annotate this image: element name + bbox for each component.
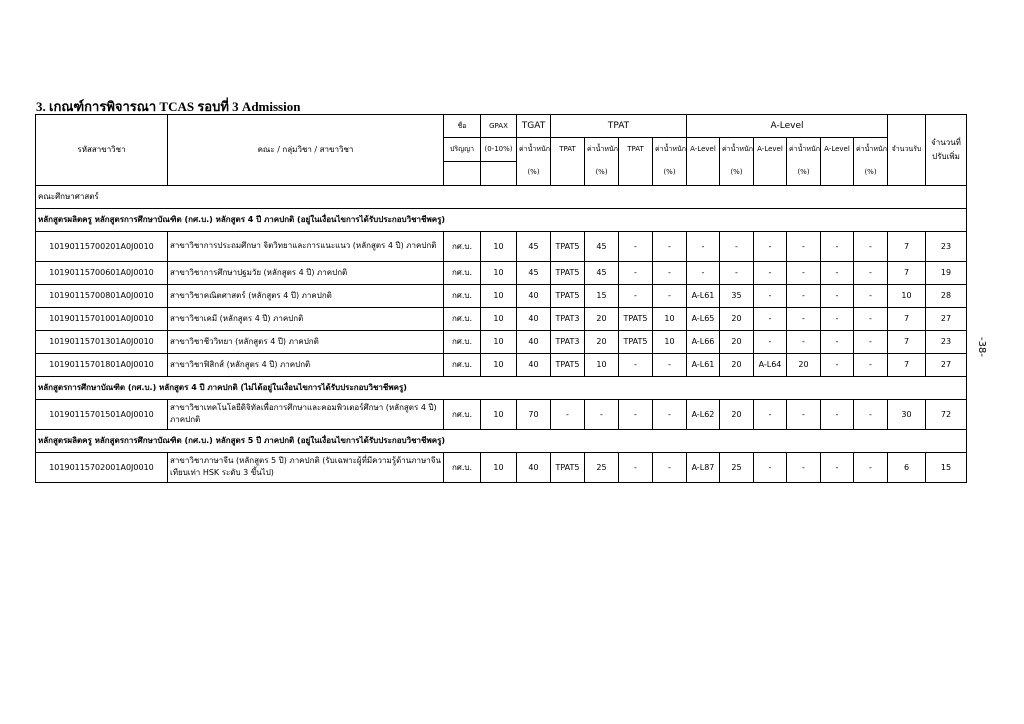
cell-alevel-subject-3: - [821, 231, 854, 261]
cell-tgat-weight: 40 [517, 284, 551, 307]
header-faculty: คณะ / กลุ่มวิชา / สาขาวิชา [168, 115, 444, 186]
cell-tpat-subject-2: - [619, 261, 653, 284]
cell-extra-seats: 19 [926, 261, 967, 284]
cell-program-name: สาขาวิชาคณิตศาสตร์ (หลักสูตร 4 ปี) ภาคปกติ [168, 284, 444, 307]
cell-tpat-subject-2: - [619, 452, 653, 482]
header-alevel-pct-3: (%) [854, 161, 888, 185]
cell-alevel-subject-2: - [754, 284, 787, 307]
cell-code: 10190115700201A0J0010 [36, 231, 168, 261]
cell-degree: กศ.บ. [444, 307, 481, 330]
cell-tpat-subject-2: - [619, 399, 653, 429]
cell-gpax: 10 [481, 452, 517, 482]
cell-program-name: สาขาวิชาเทคโนโลยีดิจิทัลเพื่อการศึกษาและคอมพิวเตอร์ศึกษา (หลักสูตร 4 ปี) ภาคปกติ [168, 399, 444, 429]
table-body [36, 185, 967, 482]
table-row [36, 330, 967, 353]
header-gpax-top: GPAX [481, 115, 517, 138]
table-row [36, 231, 967, 261]
cell-extra-seats: 28 [926, 284, 967, 307]
page-heading: 3. เกณฑ์การพิจารณา TCAS รอบที่ 3 Admission [36, 99, 301, 114]
cell-program-name: สาขาวิชาชีววิทยา (หลักสูตร 4 ปี) ภาคปกติ [168, 330, 444, 353]
cell-extra-seats: 23 [926, 231, 967, 261]
cell-tpat-subject-1: TPAT3 [551, 307, 585, 330]
cell-alevel-weight-1: 20 [720, 307, 754, 330]
header-code: รหัสสาขาวิชา [36, 115, 168, 186]
cell-alevel-subject-2: - [754, 452, 787, 482]
cell-alevel-subject-3: - [821, 353, 854, 376]
cell-alevel-subject-1: A-L61 [687, 353, 720, 376]
cell-alevel-subject-2: - [754, 307, 787, 330]
table-row [36, 307, 967, 330]
cell-gpax: 10 [481, 399, 517, 429]
cell-tpat-subject-1: - [551, 399, 585, 429]
header-seats: จำนวนรับ [888, 115, 926, 186]
cell-program-name: สาขาวิชาภาษาจีน (หลักสูตร 5 ปี) ภาคปกติ (รับเฉพาะผู้ที่มีความรู้ด้านภาษาจีน เทียบเท่า HSK ระดับ 3 ขึ้นไป) [168, 452, 444, 482]
header-tpat-pct-1: (%) [585, 161, 619, 185]
cell-extra-seats: 27 [926, 307, 967, 330]
header-alevel: A-Level [687, 115, 888, 138]
header-tpat-sub-2: TPAT [619, 138, 653, 162]
cell-alevel-weight-1: 20 [720, 330, 754, 353]
header-alevel-sub-1: A-Level [687, 138, 720, 162]
cell-alevel-subject-2: - [754, 330, 787, 353]
header-tpat-weight-1: ค่าน้ำหนัก [585, 138, 619, 162]
header-gpax-blank [481, 161, 517, 185]
header-degree-top: ชื่อ [444, 115, 481, 138]
table-row [36, 399, 967, 429]
cell-alevel-subject-1: - [687, 231, 720, 261]
cell-alevel-weight-2: 20 [787, 353, 821, 376]
header-gpax-bottom: (0-10%) [481, 138, 517, 162]
cell-degree: กศ.บ. [444, 353, 481, 376]
cell-tpat-subject-1: TPAT5 [551, 452, 585, 482]
cell-tpat-subject-1: TPAT5 [551, 353, 585, 376]
header-tgat-pct: (%) [517, 161, 551, 185]
cell-tpat-weight-1: 15 [585, 284, 619, 307]
cell-gpax: 10 [481, 330, 517, 353]
cell-seats: 10 [888, 284, 926, 307]
cell-alevel-weight-2: - [787, 452, 821, 482]
cell-alevel-subject-1: A-L61 [687, 284, 720, 307]
table-row [36, 353, 967, 376]
cell-program-name: สาขาวิชาการศึกษาปฐมวัย (หลักสูตร 4 ปี) ภาคปกติ [168, 261, 444, 284]
cell-gpax: 10 [481, 261, 517, 284]
cell-code: 10190115701501A0J0010 [36, 399, 168, 429]
cell-alevel-subject-3: - [821, 307, 854, 330]
cell-alevel-subject-3: - [821, 284, 854, 307]
cell-seats: 30 [888, 399, 926, 429]
cell-alevel-weight-1: 25 [720, 452, 754, 482]
header-alevel-weight-2: ค่าน้ำหนัก [787, 138, 821, 162]
cell-extra-seats: 72 [926, 399, 967, 429]
cell-tpat-weight-2: 10 [653, 330, 687, 353]
cell-alevel-weight-2: - [787, 231, 821, 261]
cell-alevel-weight-3: - [854, 231, 888, 261]
header-tpat-pct-2: (%) [653, 161, 687, 185]
cell-tgat-weight: 45 [517, 261, 551, 284]
cell-seats: 6 [888, 452, 926, 482]
cell-alevel-weight-1: 20 [720, 353, 754, 376]
header-alevel-sub-3: A-Level [821, 138, 854, 162]
cell-tpat-weight-2: - [653, 261, 687, 284]
table-row [36, 261, 967, 284]
cell-tpat-weight-2: - [653, 284, 687, 307]
cell-tgat-weight: 40 [517, 307, 551, 330]
header-tpat-sub-1: TPAT [551, 138, 585, 162]
header-tpat: TPAT [551, 115, 687, 138]
cell-tpat-weight-1: 20 [585, 307, 619, 330]
cell-alevel-weight-2: - [787, 330, 821, 353]
cell-alevel-subject-2: A-L64 [754, 353, 787, 376]
faculty-row: คณะศึกษาศาสตร์ [36, 185, 967, 208]
cell-tpat-subject-2: TPAT5 [619, 330, 653, 353]
cell-tpat-weight-1: 45 [585, 231, 619, 261]
cell-code: 10190115701301A0J0010 [36, 330, 168, 353]
header-tpat-weight-2: ค่าน้ำหนัก [653, 138, 687, 162]
header-alevel-blank-2 [754, 161, 787, 185]
cell-tpat-weight-2: - [653, 353, 687, 376]
cell-gpax: 10 [481, 284, 517, 307]
table-row [36, 452, 967, 482]
cell-tpat-subject-1: TPAT5 [551, 284, 585, 307]
cell-extra-seats: 15 [926, 452, 967, 482]
header-tgat: TGAT [517, 115, 551, 138]
section-title: หลักสูตรผลิตครู หลักสูตรการศึกษาบัณฑิต (กศ.บ.) หลักสูตร 4 ปี ภาคปกติ (อยู่ในเงื่อนไขการได้รับประกอบวิชาชีพครู) [36, 208, 967, 231]
cell-alevel-weight-1: - [720, 231, 754, 261]
cell-tgat-weight: 40 [517, 452, 551, 482]
cell-alevel-weight-3: - [854, 330, 888, 353]
cell-alevel-subject-1: A-L87 [687, 452, 720, 482]
cell-extra-seats: 23 [926, 330, 967, 353]
cell-gpax: 10 [481, 307, 517, 330]
cell-tpat-weight-2: - [653, 231, 687, 261]
cell-extra-seats: 27 [926, 353, 967, 376]
cell-degree: กศ.บ. [444, 330, 481, 353]
cell-tgat-weight: 45 [517, 231, 551, 261]
cell-tpat-subject-2: TPAT5 [619, 307, 653, 330]
cell-alevel-subject-1: - [687, 261, 720, 284]
table-row [36, 284, 967, 307]
cell-alevel-weight-3: - [854, 452, 888, 482]
section-title: หลักสูตรผลิตครู หลักสูตรการศึกษาบัณฑิต (กศ.บ.) หลักสูตร 5 ปี ภาคปกติ (อยู่ในเงื่อนไขการได้รับประกอบวิชาชีพครู) [36, 429, 967, 452]
cell-alevel-weight-1: - [720, 261, 754, 284]
cell-alevel-weight-3: - [854, 399, 888, 429]
cell-tpat-weight-1: 45 [585, 261, 619, 284]
cell-alevel-weight-1: 35 [720, 284, 754, 307]
cell-alevel-subject-2: - [754, 231, 787, 261]
cell-alevel-weight-1: 20 [720, 399, 754, 429]
header-alevel-sub-2: A-Level [754, 138, 787, 162]
cell-alevel-subject-1: A-L66 [687, 330, 720, 353]
cell-gpax: 10 [481, 353, 517, 376]
cell-tpat-weight-2: - [653, 399, 687, 429]
header-alevel-pct-1: (%) [720, 161, 754, 185]
header-tgat-weight: ค่าน้ำหนัก [517, 138, 551, 162]
cell-seats: 7 [888, 261, 926, 284]
header-tpat-blank-2 [619, 161, 653, 185]
header-degree-bottom: ปริญญา [444, 138, 481, 162]
cell-program-name: สาขาวิชาการประถมศึกษา จิตวิทยาและการแนะแนว (หลักสูตร 4 ปี) ภาคปกติ [168, 231, 444, 261]
cell-seats: 7 [888, 330, 926, 353]
header-alevel-weight-1: ค่าน้ำหนัก [720, 138, 754, 162]
cell-code: 10190115701801A0J0010 [36, 353, 168, 376]
cell-tgat-weight: 70 [517, 399, 551, 429]
table-header [36, 115, 967, 186]
cell-alevel-subject-2: - [754, 261, 787, 284]
cell-code: 10190115701001A0J0010 [36, 307, 168, 330]
cell-tpat-weight-1: 10 [585, 353, 619, 376]
cell-alevel-weight-2: - [787, 261, 821, 284]
cell-tpat-subject-1: TPAT5 [551, 231, 585, 261]
cell-alevel-weight-3: - [854, 353, 888, 376]
cell-alevel-weight-3: - [854, 284, 888, 307]
cell-gpax: 10 [481, 231, 517, 261]
cell-alevel-weight-2: - [787, 307, 821, 330]
cell-seats: 7 [888, 307, 926, 330]
admission-criteria-table [35, 114, 967, 483]
section-title: หลักสูตรการศึกษาบัณฑิต (กศ.บ.) หลักสูตร 4 ปี ภาคปกติ (ไม่ได้อยู่ในเงื่อนไขการได้รับประกอบวิชาชีพครู) [36, 376, 967, 399]
cell-tpat-weight-1: - [585, 399, 619, 429]
cell-code: 10190115700801A0J0010 [36, 284, 168, 307]
header-extra: จำนวนที่ปรับเพิ่ม [926, 115, 967, 186]
cell-tgat-weight: 40 [517, 353, 551, 376]
cell-alevel-weight-3: - [854, 307, 888, 330]
cell-tpat-weight-1: 20 [585, 330, 619, 353]
cell-tpat-subject-2: - [619, 284, 653, 307]
cell-tpat-subject-1: TPAT5 [551, 261, 585, 284]
cell-tpat-subject-2: - [619, 353, 653, 376]
header-degree-blank [444, 161, 481, 185]
header-alevel-blank-3 [821, 161, 854, 185]
cell-code: 10190115700601A0J0010 [36, 261, 168, 284]
header-alevel-pct-2: (%) [787, 161, 821, 185]
cell-degree: กศ.บ. [444, 452, 481, 482]
header-alevel-weight-3: ค่าน้ำหนัก [854, 138, 888, 162]
cell-alevel-weight-2: - [787, 399, 821, 429]
cell-program-name: สาขาวิชาเคมี (หลักสูตร 4 ปี) ภาคปกติ [168, 307, 444, 330]
cell-alevel-subject-3: - [821, 452, 854, 482]
cell-alevel-subject-2: - [754, 399, 787, 429]
cell-degree: กศ.บ. [444, 284, 481, 307]
page-number: -38- [976, 337, 987, 357]
cell-degree: กศ.บ. [444, 399, 481, 429]
cell-alevel-subject-1: A-L65 [687, 307, 720, 330]
cell-tpat-weight-2: - [653, 452, 687, 482]
cell-tpat-weight-1: 25 [585, 452, 619, 482]
cell-alevel-weight-3: - [854, 261, 888, 284]
cell-alevel-weight-2: - [787, 284, 821, 307]
cell-seats: 7 [888, 353, 926, 376]
header-alevel-blank-1 [687, 161, 720, 185]
header-tpat-blank-1 [551, 161, 585, 185]
cell-code: 10190115702001A0J0010 [36, 452, 168, 482]
cell-program-name: สาขาวิชาฟิสิกส์ (หลักสูตร 4 ปี) ภาคปกติ [168, 353, 444, 376]
cell-seats: 7 [888, 231, 926, 261]
cell-alevel-subject-3: - [821, 261, 854, 284]
cell-tgat-weight: 40 [517, 330, 551, 353]
cell-alevel-subject-1: A-L62 [687, 399, 720, 429]
cell-degree: กศ.บ. [444, 231, 481, 261]
cell-tpat-subject-2: - [619, 231, 653, 261]
cell-alevel-subject-3: - [821, 330, 854, 353]
cell-alevel-subject-3: - [821, 399, 854, 429]
cell-degree: กศ.บ. [444, 261, 481, 284]
cell-tpat-subject-1: TPAT3 [551, 330, 585, 353]
cell-tpat-weight-2: 10 [653, 307, 687, 330]
